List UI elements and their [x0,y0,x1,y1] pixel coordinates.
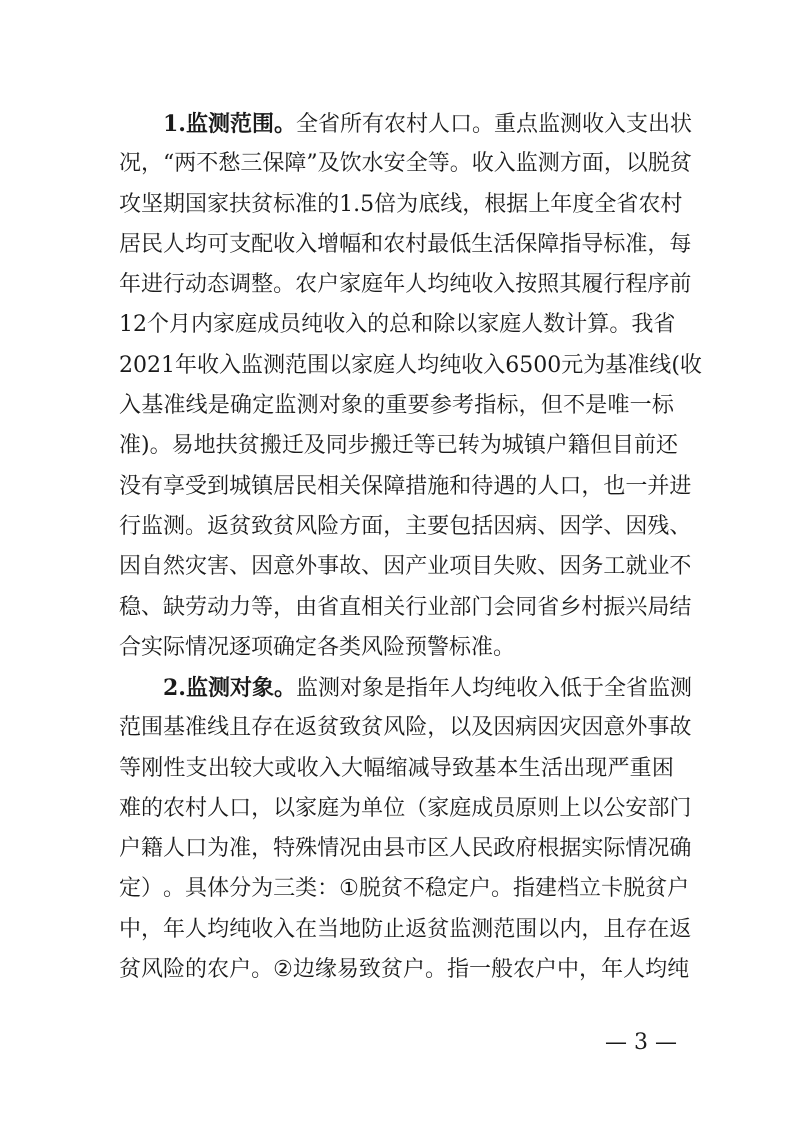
text-line: 难 的 农 村 人 口 ， 以 家 庭 为 单 位 （ 家 庭 成 员 原 则 上 以 公 安 部 门 [119,795,692,821]
paragraph-monitoring-scope [119,104,702,668]
text-line: 入 基 准 线 是 确 定 监 测 对 象 的 重 要 参 考 指 标 ， 但 不 是 唯 一 标 [119,393,674,419]
text-line: 行 监 测 。 返 贫 致 贫 风 险 方 面 ， 主 要 包 括 因 病 、 因 学 、 因 残 、 [119,513,692,539]
text-line: 年 进 行 动 态 调 整 。 农 户 家 庭 年 人 均 纯 收 入 按 照 其 履 行 程 序 前 [119,272,692,298]
text-line: 定 ） 。 具 体 分 为 三 类 ： ① 脱 贫 不 稳 定 户 。 指 建 档 立 卡 脱 贫 户 [119,876,690,902]
text-line: 况 ， “ 两 不 愁 三 保 障 ” 及 饮 水 安 全 等 。 收 入 监 测 方 面 ， 以 脱 贫 [119,151,692,177]
text-line: 合实际情况逐项确定各类风险预警标准。 [119,634,516,660]
text-line: 准 ) 。 易 地 扶 贫 搬 迁 及 同 步 搬 迁 等 已 转 为 城 镇 户 籍 但 目 前 还 [119,433,678,459]
text-line: 贫 风 险 的 农 户 。 ② 边 缘 易 致 贫 户 。 指 一 般 农 户 中 ， 年 人 均 纯 [119,957,690,983]
text-line: 户 籍 人 口 为 准 ， 特 殊 情 况 由 县 市 区 人 民 政 府 根 据 实 际 情 况 确 [119,836,692,862]
text-line: 等 刚 性 支 出 较 大 或 收 入 大 幅 缩 减 导 致 基 本 生 活 出 现 严 重 困 [119,755,674,781]
text-line: 因 自 然 灾 害 、 因 意 外 事 故 、 因 产 业 项 目 失 败 、 因 务 工 就 业 不 [119,554,692,580]
text-line: 范 围 基 准 线 且 存 在 返 贫 致 贫 风 险 ， 以 及 因 病 因 灾 因 意 外 事 故 [119,715,692,741]
text-line: 2 0 2 1 年 收 入 监 测 范 围 以 家 庭 人 均 纯 收 入 6 5 0 0 元 为 基 准 线 ( 收 [119,352,702,378]
text-line: 没 有 享 受 到 城 镇 居 民 相 关 保 障 措 施 和 待 遇 的 人 口 ， 也 一 并 进 [119,473,692,499]
section-heading: 2.监测对象。 [163,675,296,701]
section-heading: 1.监测范围。 [163,111,296,137]
page-number: — 3 — [605,1030,677,1055]
text-line: 1 2 个 月 内 家 庭 成 员 纯 收 入 的 总 和 除 以 家 庭 人 数 计 算 。 我 省 [119,312,676,338]
text-line: 攻 坚 期 国 家 扶 贫 标 准 的 1 . 5 倍 为 底 线 ， 根 据 上 年 度 全 省 农 村 [119,191,683,217]
text-line: 1.监测范围。全省所有农村人口。重点监测收入支出状 [163,111,692,137]
text-line: 居 民 人 均 可 支 配 收 入 增 幅 和 农 村 最 低 生 活 保 障 指 导 标 准 ， 每 [119,231,692,257]
paragraph-monitoring-targets [119,668,692,990]
text-line: 中 ， 年 人 均 纯 收 入 在 当 地 防 止 返 贫 监 测 范 围 以 内 ， 且 存 在 返 [119,916,692,942]
text-line: 2.监测对象。监测对象是指年人均纯收入低于全省监测 [163,675,692,701]
text-line: 稳 、 缺 劳 动 力 等 ， 由 省 直 相 关 行 业 部 门 会 同 省 乡 村 振 兴 局 结 [119,594,692,620]
